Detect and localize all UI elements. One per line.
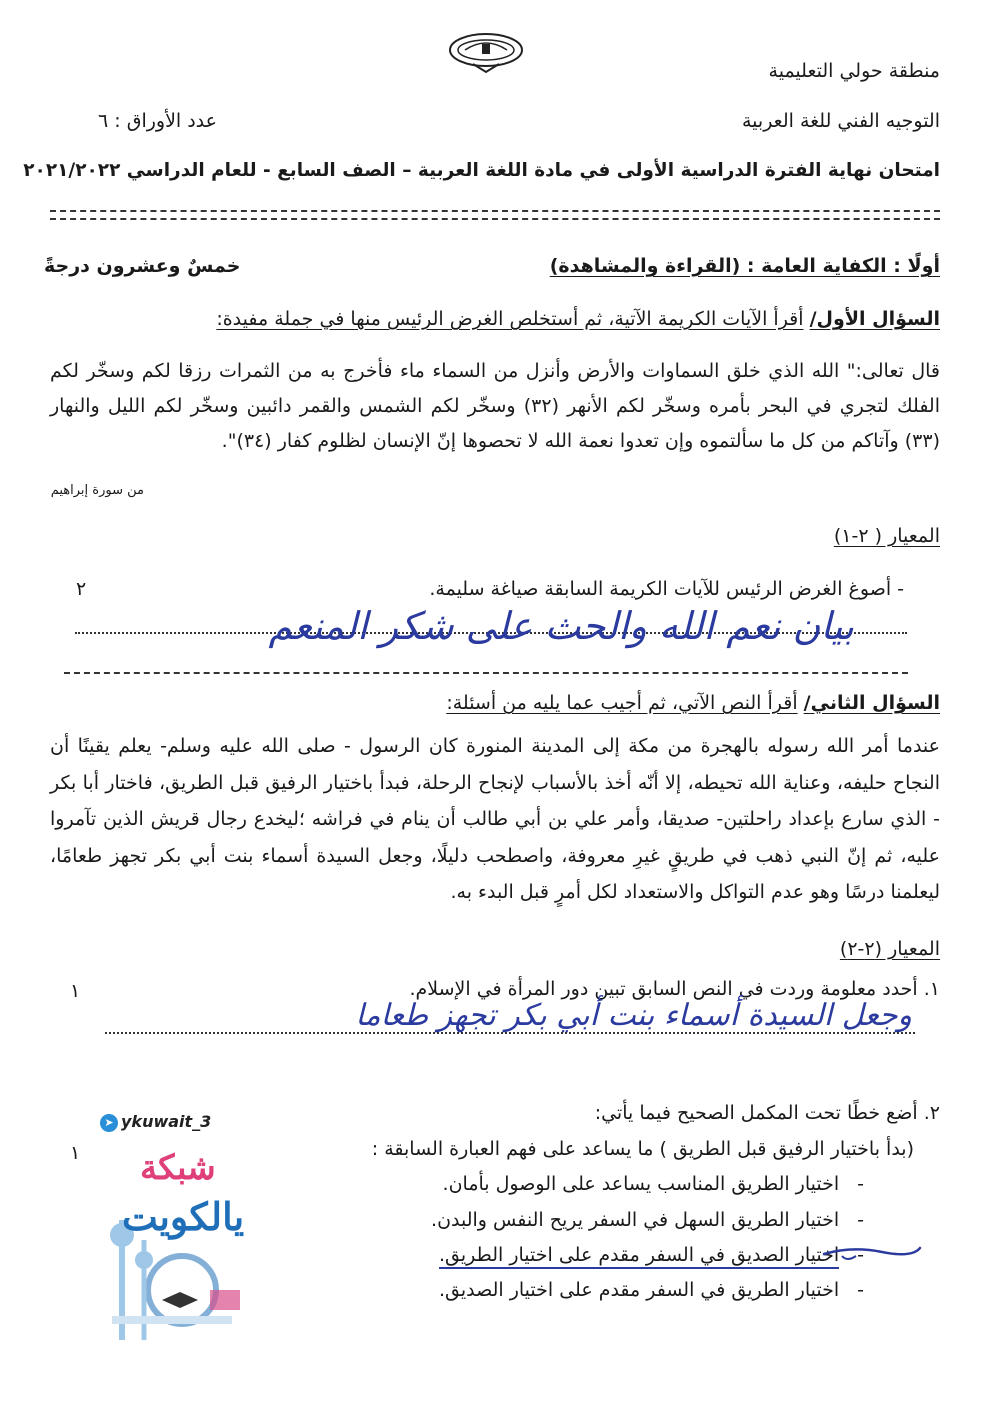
department-name: التوجيه الفني للغة العربية (741, 110, 940, 132)
question2-item1-mark: ١ (70, 980, 81, 1002)
question2-item2-mark: ١ (70, 1142, 81, 1164)
option-bullet: - (857, 1173, 864, 1195)
pages-count: عدد الأوراق : ٦ (98, 110, 217, 132)
question2-heading (446, 692, 940, 715)
handwritten-answer-2: وجعل السيدة أسماء بنت أبي بكر تجهز طعاما (355, 998, 912, 1033)
watermark-logo (92, 1110, 252, 1340)
quran-verse: قال تعالى:" الله الذي خلق السماوات والأرض وأنزل من السماء ماء فأخرج به من الثمرات رزقا لكم وسخّر لكم الفلك لتجري في البحر بأمره وسخّر لكم الأنهر (٣٢) وسخّر لكم الشمس والقمر دائبين وسخّر لكم الليل والنهار (٣٣) وآتاكم من كل ما سألتموه وإن تعدوا نعمة الله لا تحصوها إنّ الإنسان لظلوم كفار (٣٤)". (50, 360, 940, 452)
criterion-2-1: المعيار ( ٢-١) (833, 525, 940, 547)
watermark-name-2: يالكويت (122, 1194, 245, 1239)
section-title: أولًا : الكفاية العامة : (القراءة والمشاهدة) (549, 255, 940, 277)
option-2[interactable] (431, 1209, 864, 1231)
question2-stem: (بدأ باختيار الرفيق قبل الطريق ) ما يساعد على فهم العبارة السابقة : (371, 1138, 914, 1160)
option-bullet: - (857, 1209, 864, 1231)
question1-label: السؤال الأول/ (809, 308, 940, 330)
exam-title: امتحان نهاية الفترة الدراسية الأولى في مادة اللغة العربية – الصف السابع - للعام الدراسي ٢٠٢١/٢٠٢٢ (23, 160, 940, 181)
telegram-icon: ➤ (100, 1114, 118, 1132)
question1-item: - أصوغ الغرض الرئيس للآيات الكريمة السابقة صياغة سليمة. (429, 578, 904, 600)
option-1[interactable] (443, 1173, 864, 1195)
verse-source: من سورة إبراهيم (50, 483, 144, 498)
option-3[interactable] (439, 1244, 864, 1266)
watermark-handle: ➤ ykuwait_3 (100, 1112, 211, 1132)
state-emblem (445, 28, 527, 76)
handwritten-underline-mark (822, 1240, 922, 1264)
option-text: اختيار الطريق المناسب يساعد على الوصول بأمان. (442, 1173, 840, 1195)
hijra-passage: عندما أمر الله رسوله بالهجرة من مكة إلى المدينة المنورة كان الرسول - صلى الله عليه وسلم- يعلم يقينًا أن النجاح حليفه، وعناية الله تحيطه، إلا أنّه أخذ بالأسباب لإنجاح الرحلة، فبدأ باختيار الرفيق قبل الطريق، فاختار أبا بكر - الذي سارع بإعداد راحلتين- صديقا، وأمر علي بن أبي طالب أن ينام في فراشه ؛ليخدع رجال قريش الذين تآمروا عليه، ثم إنّ النبي ذهب في طريقٍ غيرِ معروفة، واصطحب دليلًا، وجعل السيدة أسماء بنت أبي بكر تجهز طعامًا، ليعلمنا درسًا وهو عدم التواكل والاستعداد لكل أمرٍ قبل البدء به. (50, 735, 940, 903)
option-4[interactable] (439, 1279, 864, 1301)
option-text: اختيار الطريق في السفر مقدم على اختيار الصديق. (438, 1279, 840, 1301)
handwritten-answer-1: بيان نعم الله والحث على شكر المنعم (268, 604, 854, 648)
option-bullet: - (857, 1244, 864, 1266)
answer-line-3 (105, 1030, 915, 1034)
option-text: اختيار الصديق في السفر مقدم على اختيار الطريق. (439, 1244, 839, 1269)
question1-heading (216, 308, 940, 331)
answer-line-2 (64, 670, 908, 674)
option-text: اختيار الطريق السهل في السفر يريح النفس والبدن. (431, 1209, 840, 1231)
question2-prompt: أقرأ النص الآتي، ثم أجيب عما يليه من أسئلة: (446, 692, 798, 714)
question2-item1: ١. أحدد معلومة وردت في النص السابق تبين دور المرأة في الإسلام. (409, 978, 940, 1000)
header-divider (50, 210, 940, 220)
section-grade: خمسٌ وعشرون درجةً (44, 255, 241, 277)
question2-item2: ٢. أضع خطًا تحت المكمل الصحيح فيما يأتي: (594, 1102, 940, 1124)
region-name: منطقة حولي التعليمية (768, 60, 940, 82)
criterion-2-2: المعيار (٢-٢) (839, 938, 940, 960)
watermark-name-1: شبكة (140, 1148, 216, 1188)
question2-label: السؤال الثاني/ (803, 692, 940, 714)
question1-prompt: أقرأ الآيات الكريمة الآتية، ثم أستخلص الغرض الرئيس منها في جملة مفيدة: (216, 308, 804, 330)
option-bullet: - (857, 1279, 864, 1301)
question1-mark: ٢ (76, 578, 87, 600)
